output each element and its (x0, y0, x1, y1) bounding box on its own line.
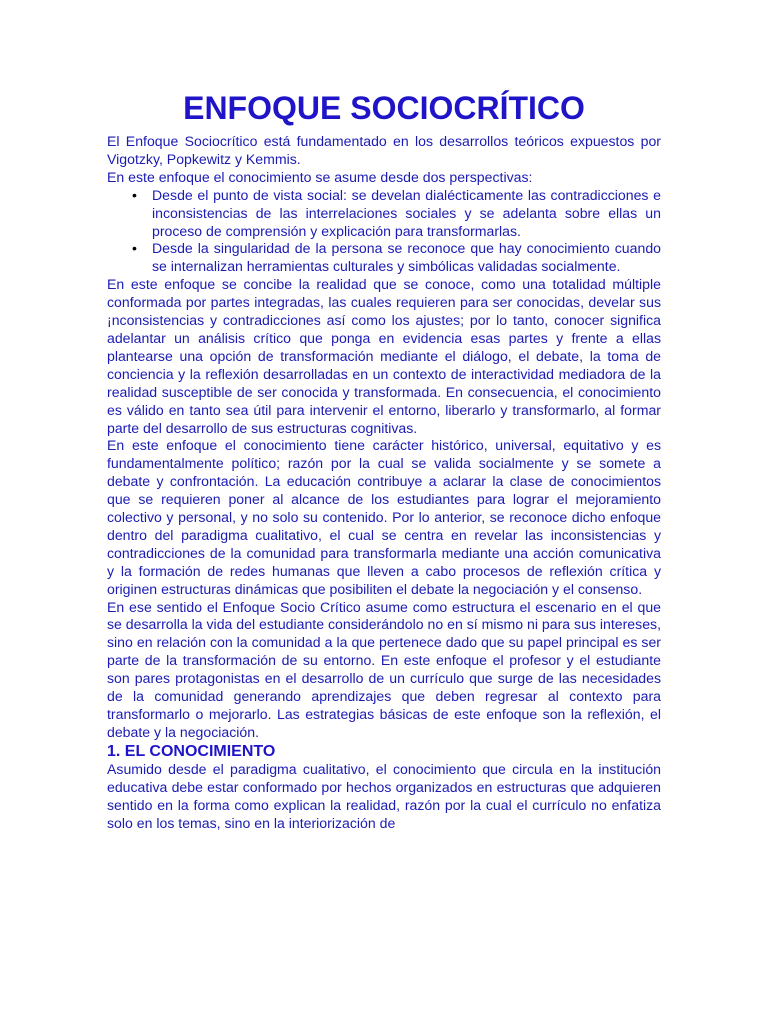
intro-paragraph-1: El Enfoque Sociocrítico está fundamentado en los desarrollos teóricos expuestos por Vigotzky, Popkewitz y Kemmis. (107, 133, 661, 167)
list-item (132, 240, 661, 276)
section-paragraph: Asumido desde el paradigma cualitativo, el conocimiento que circula en la institución educativa debe estar conformado por hechos organizados en estructuras que adquieren sentido en la forma como explican la realidad, razón por la cual el currículo no enfatiza solo en los temas, sino en la interiorización de (107, 760, 661, 831)
list-item (132, 186, 661, 241)
paragraph-reality: En este enfoque se concibe la realidad que se conoce, como una totalidad múltiple conformada por partes integradas, las cuales requieren para ser conocidas, develar sus ¡nconsistencias y contradicciones así como los ajustes; por lo tanto, conocer significa adelantar un análisis crítico que ponga en evidencia esas partes y frente a ellas plantearse una opción de transformación mediante el diálogo, el debate, la toma de conciencia y la reflexión desarrolladas en un contexto de interactividad mediadora de la realidad susceptible de ser conocida y transformada. En consecuencia, el conocimiento es válido en tanto sea útil para intervenir el entorno, liberarlo y transformarlo, al formar parte del desarrollo de sus estructuras cognitivas. (107, 276, 661, 436)
list-item-text: Desde la singularidad de la persona se reconoce que hay conocimiento cuando se internalizan herramientas culturales y simbólicas validadas socialmente. (152, 240, 661, 275)
bullet-icon: • (132, 186, 137, 203)
document-title: ENFOQUE SOCIOCRÍTICO (183, 90, 585, 126)
intro-paragraph-2: En este enfoque el conocimiento se asume desde dos perspectivas: (107, 168, 533, 185)
document-body (107, 133, 661, 832)
section-heading: 1. EL CONOCIMIENTO (107, 742, 276, 760)
bullet-icon: • (132, 240, 137, 257)
list-item-text: Desde el punto de vista social: se develan dialécticamente las contradicciones e inconsistencias de las interrelaciones sociales y se adelanta sobre ellas un proceso de comprensión y explicación para transformarlas. (152, 186, 661, 239)
paragraph-knowledge-character: En este enfoque el conocimiento tiene carácter histórico, universal, equitativo y es fundamentalmente político; razón por la cual se valida socialmente y se somete a debate y confrontación. La educación contribuye a aclarar la clase de conocimientos que se requieren poner al alcance de los estudiantes para lograr el mejoramiento colectivo y personal, y no solo su contenido. Por lo anterior, se reconoce dicho enfoque dentro del paradigma cualitativo, el cual se centra en revelar las inconsistencias y contradicciones de la comunidad para transformarla mediante una acción comunicativa y la formación de redes humanas que lleven a cabo procesos de reflexión crítica y originen estructuras dinámicas que posibiliten el debate la negociación y el consenso. (107, 437, 661, 597)
perspectives-list (107, 187, 661, 277)
paragraph-student-context: En ese sentido el Enfoque Socio Crítico asume como estructura el escenario en el que se desarrolla la vida del estudiante considerándolo no en sí mismo ni para sus intereses, sino en relación con la comunidad a la que pertenece dado que su papel principal es ser parte de la transformación de su entorno. En este enfoque el profesor y el estudiante son pares protagonistas en el desarrollo de un currículo que surge de las necesidades de la comunidad generando aprendizajes que deben regresar al contexto para transformarlo o mejorarlo. Las estrategias básicas de este enfoque son la reflexión, el debate y la negociación. (107, 598, 661, 740)
